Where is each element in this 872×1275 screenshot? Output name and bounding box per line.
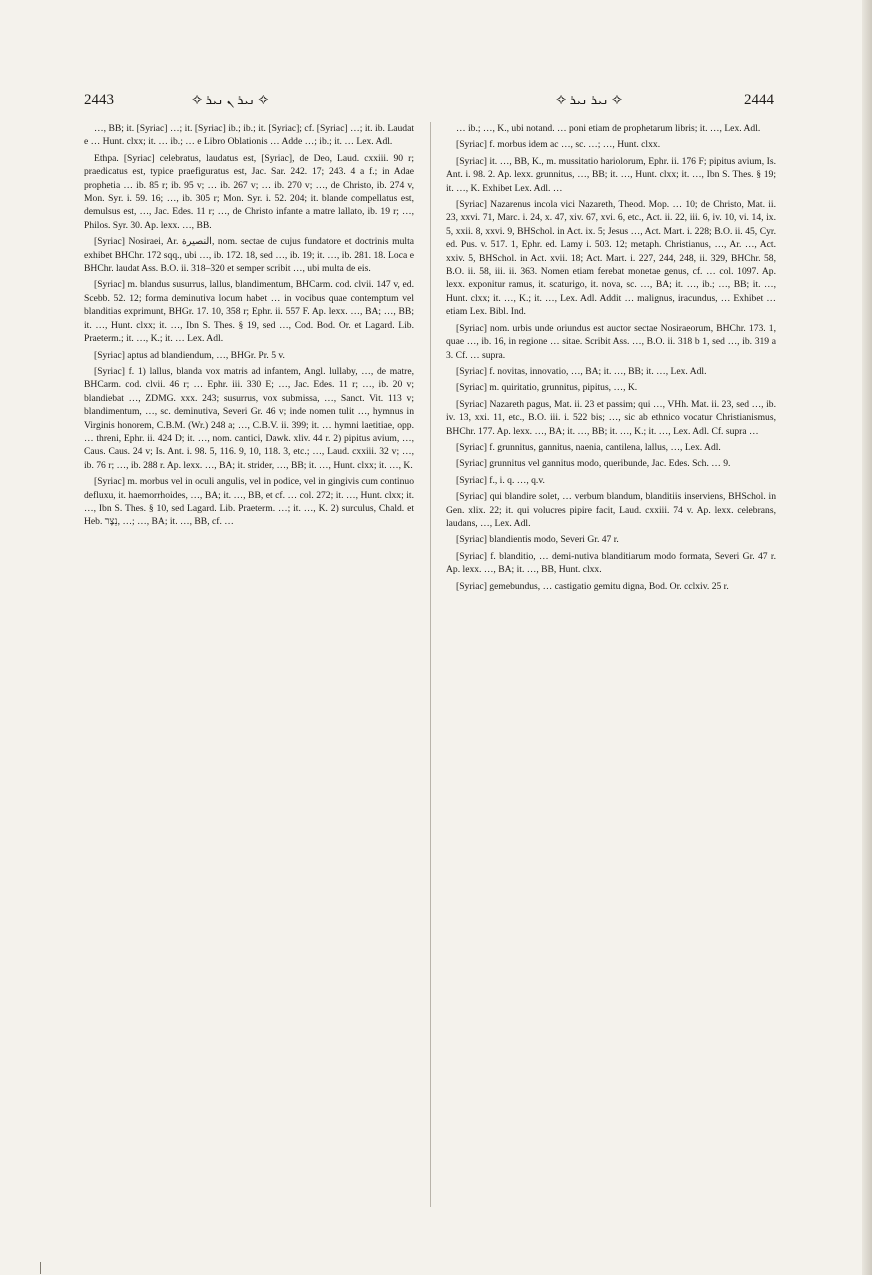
dictionary-entry (446, 533, 776, 546)
dictionary-entry (446, 198, 776, 319)
page-number-right: 2444 (744, 92, 774, 108)
entry-text: [Syriac] f. blanditio, … demi-nutiva blanditiarum modo formata, Severi Gr. 47 r. Ap. lexx. …, BA; it. …, BB, Hunt. clxx. (446, 550, 776, 576)
dictionary-entry (446, 398, 776, 438)
scan-mark (40, 1262, 41, 1274)
entry-text: [Syriac] m. quiritatio, grunnitus, pipitus, …, K. (456, 382, 638, 394)
entry-text: …, BB; it. [Syriac] …; it. [Syriac] ib.; ib.; it. [Syriac]; cf. [Syriac] …; it. ib. Laudat e … Hunt. clxx; it. … ib.; … e Libro Oblationis … Adde …; ib.; it. … Lex. Adl. (84, 123, 414, 148)
dictionary-entry (446, 441, 776, 454)
entry-text: [Syriac] f. grunnitus, gannitus, naenia, cantilena, lallus, …, Lex. Adl. (456, 441, 721, 453)
dictionary-entry (84, 278, 414, 345)
page-number-left: 2443 (84, 92, 114, 108)
dictionary-entry (84, 365, 414, 472)
running-head-left: ✧ ܢܝܪ ܢ ܢܝܪ ✧ (192, 92, 269, 107)
dictionary-entry (446, 138, 776, 151)
entry-text: [Syriac] qui blandire solet, … verbum blandum, blanditiis inserviens, BHSchol. in Gen. xlix. 22; it. qui volucres pipire facit, Laud. cxxiii. 74 v. Ap. lexx. celebrans, laudans, …, Lex. Adl. (446, 491, 776, 529)
entry-text: [Syriac] Nazareth pagus, Mat. ii. 23 et passim; qui …, VHh. Mat. ii. 23, sed …, ib. iv. 13, xxi. 11, etc., B.O. iii. i. 522 bis; …, sic ab ethnico vocatur Christianismus, BHChr. 177. Ap. lexx. …, BA; it. …, BB; it. …, K.; it. …, Lex. Adl. Cf. supra … (446, 398, 776, 437)
dictionary-entry (446, 580, 776, 593)
dictionary-entry (446, 365, 776, 378)
running-head-right: ✧ ܢܝܪ ܢܝܪ ✧ (556, 92, 623, 107)
entry-text: [Syriac] it. …, BB, K., m. mussitatio hariolorum, Ephr. ii. 176 F; pipitus avium, Is. Ant. i. 98. 2. Ap. lexx. grunnitus, …, BB; it. …, Hunt. clxx; it. …, Ibn S. Thes. § 19; it. …, K. Exhibet Lex. Adl. … (446, 155, 776, 194)
entry-text: [Syriac] f. novitas, innovatio, …, BA; it. …, BB; it. …, Lex. Adl. (456, 365, 707, 377)
entry-text: [Syriac] m. blandus susurrus, lallus, blandimentum, BHCarm. cod. clvii. 147 v, ed. Scebb. 52. 12; forma deminutiva locum habet … in vocibus quae contemptum vel blanditias exprimunt, BHGr. 17. 10, 358 r; Ephr. ii. 557 F. Ap. lexx. …, BA; …, BB; it. …, Hunt. clxx; it. …, Ibn S. Thes. § 19, sed …, Cod. Bod. Or. et Lagard. Lib. Praeterm.; it. …, K.; it. … Lex. Adl. (84, 279, 414, 345)
dictionary-entry (446, 550, 776, 577)
dictionary-entry (84, 475, 414, 529)
column-divider (430, 122, 431, 1207)
dictionary-entry (446, 490, 776, 530)
entry-text: [Syriac] Nosiraei, Ar. النصيرة, nom. sectae de cujus fundatore et doctrinis multa exhibet BHChr. 172 sqq., ubi …, ib. 172. 18, sed …, ib. 19; it. …, ib. 281. 18. Loca e BHChr. laudat Ass. B.O. ii. 318–320 et semper scribit …, ubi multa de eis. (84, 236, 414, 275)
entry-text: [Syriac] f. 1) lallus, blanda vox matris ad infantem, Angl. lullaby, …, de matre, BHCarm. cod. clvii. 46 r; … Ephr. iii. 330 E; …, Jac. Edes. 11 r; …, ib. 20 v; blandiebat …, ZDMG. xxx. 243; susurrus, vox submissa, …, Sanct. Vit. 113 v; blandimentum, …, sc. deminutiva, Severi Gr. 46 v; inde nomen tulit …, hymnus in Virginis honorem, C.B.M. (Wr.) 248 a; …, C.B.V. ii. 399; it. … hymni laetitiae, opp. … threni, Ephr. ii. 424 D; it. …, nom. cantici, Dawk. xliv. 44 r. 2) pipitus avium, …, Caus. Caus. 24 v; Is. Ant. i. 98. 5, 116. 9, 10, 118. 3, etc.; …, Laud. cxxiii. 32 v; …, ib. 76 r; …, ib. 288 r. Ap. lexx. …, BA; it. strider, …, BB; it. …, Hunt. clxx; it. …, K. (84, 365, 414, 471)
page-binding-edge (862, 0, 872, 1275)
dictionary-entry (446, 474, 776, 487)
entry-text: [Syriac] f. morbus idem ac …, sc. …; …, Hunt. clxx. (456, 139, 661, 151)
entry-text: [Syriac] nom. urbis unde oriundus est auctor sectae Nosiraeorum, BHChr. 173. 1, quae …, ib. 16, in regione … sitae. Scribit Ass. …, B.O. ii. 318 b 1, sed …, ib. 319 a 3. Cf. … supra. (446, 322, 776, 361)
entry-text: [Syriac] f., i. q. …, q.v. (456, 474, 545, 486)
dictionary-entry (84, 152, 414, 232)
dictionary-entry (446, 381, 776, 394)
dictionary-entry (84, 235, 414, 275)
entry-text: [Syriac] grunnitus vel gannitus modo, queribunde, Jac. Edes. Sch. … 9. (456, 458, 731, 470)
entry-text: [Syriac] aptus ad blandiendum, …, BHGr. Pr. 5 v. (94, 349, 285, 361)
entry-text: [Syriac] m. morbus vel in oculi angulis, vel in podice, vel in gingivis cum continuo defluxu, it. haemorrhoides, …, BA; it. …, BB, et cf. … col. 272; it. …, Hunt. clxx; it. …, Ibn S. Thes. § 10, sed Lagard. Lib. Praeterm. …; it. …, K. 2) surculus, Chald. et Heb. נֵצֶר, …; …, BA; it. …, BB, cf. … (84, 476, 414, 528)
left-column (84, 122, 414, 1222)
entry-text: [Syriac] Nazarenus incola vici Nazareth, Theod. Mop. … 10; de Christo, Mat. ii. 23, xxvi. 71, Marc. i. 24, x. 47, xiv. 67, xvi. 6, etc., Act. ii. 22, iii. 6, iv. 10, vi. 14, ix. 5, xxii. 8, xxvi. 9, BHSchol. in Act. ix. 5; Jesus …, Act. Mart. i. 228; B.O. ii. 45, Cyr. ed. Pus. v. 517. 1, Ephr. ed. Lamy i. 503. 12; metaph. Christianus, …, Ar. …, Act. xxiv. 5, BHSchol. in Act. xvii. 18; Act. Mart. i. 227, 244, 248, ii. 329, BHChr. 58, B.O. ii. 58, iii. ii. 363. Nomen etiam ferebat monetae genus, cf. … col. 1097. Ap. lexx. exponitur ramus, it. scaturigo, it. nova, sc. …, BA; it. …, ib.; …, BB; it. …, Hunt. clxx; it. …, K.; it. …, Lex. Adl. Addit … malignus, iracundus, … Exhibet … etiam Lex. Bibl. Ind. (446, 199, 776, 318)
dictionary-entry (446, 322, 776, 362)
dictionary-entry (446, 155, 776, 195)
dictionary-entry (446, 457, 776, 470)
entry-text: [Syriac] blandientis modo, Severi Gr. 47 r. (456, 534, 619, 546)
entry-text: [Syriac] gemebundus, … castigatio gemitu digna, Bod. Or. cclxiv. 25 r. (456, 580, 729, 592)
right-column (446, 122, 776, 1222)
dictionary-entry (84, 349, 414, 362)
dictionary-entry (84, 122, 414, 149)
dictionary-entry (446, 122, 776, 135)
entry-text: … ib.; …, K., ubi notand. … poni etiam de prophetarum libris; it. …, Lex. Adl. (456, 123, 761, 134)
entry-text: Ethpa. [Syriac] celebratus, laudatus est, [Syriac], de Deo, Laud. cxxiii. 90 r; praedicatus est, typice praefiguratus est, Jac. Sar. 242. 17; 243. 4 a f.; in Adae prophetia … ib. 85 r; ib. 95 v; … ib. 267 v; … ib. 270 v; …, de Christo, ib. 274 v, Mon. Syr. i. 59. 16; …, ib. 305 r; Mon. Syr. i. 52. 204; it. blande compellatus est, demulsus est, …, Jac. Edes. 11 r; …, de Christo infante a matre lallato, ib. 19 r; …, Philos. Syr. 30. Ap. lexx. …, BB. (84, 152, 414, 231)
page-header (84, 92, 774, 112)
